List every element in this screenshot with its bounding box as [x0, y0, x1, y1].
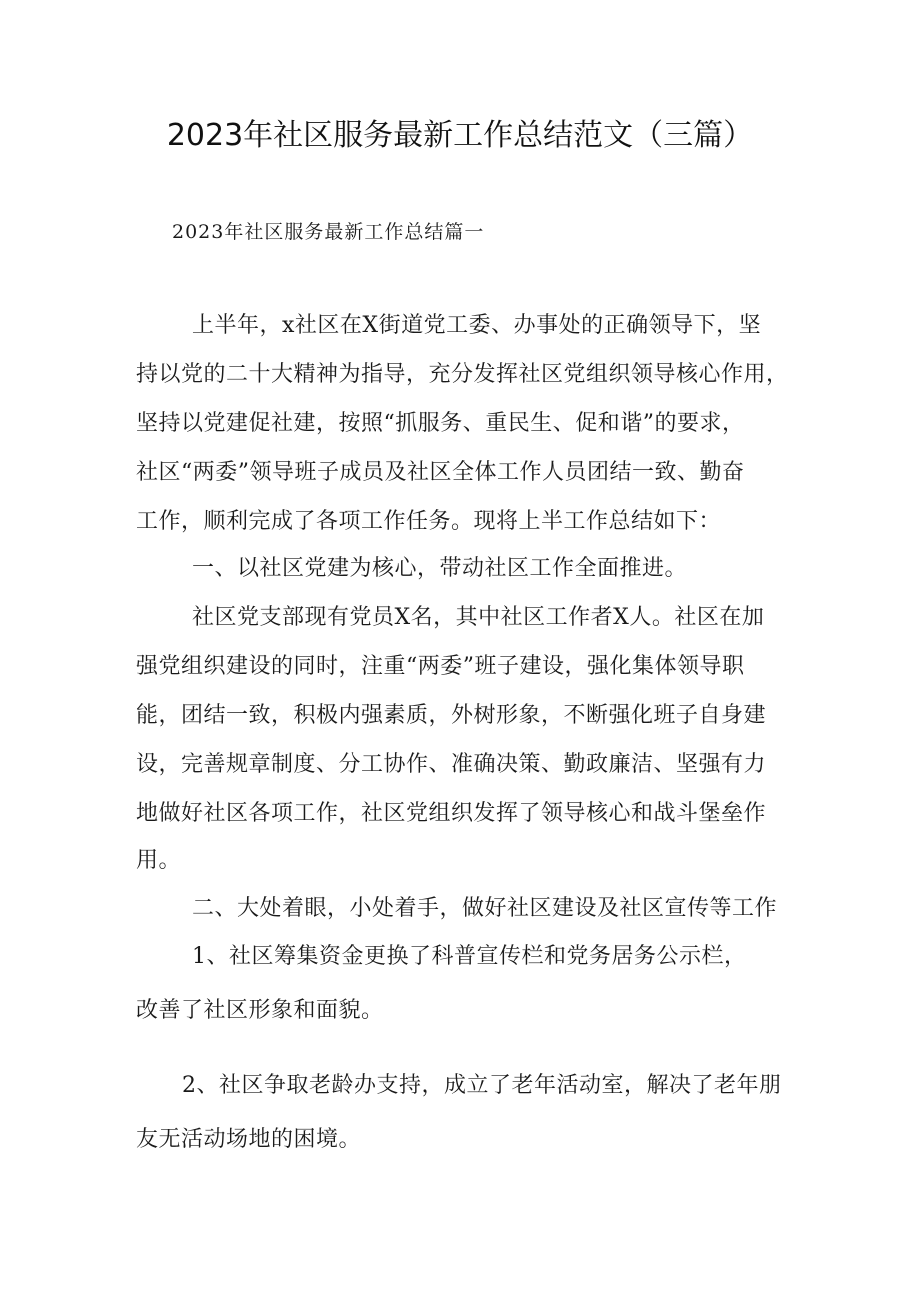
section-heading: 二、大处着眼，小处着手，做好社区建设及社区宣传等工作 [192, 896, 778, 921]
paragraph-line: 持以党的二十大精神为指导，充分发挥社区党组织领导核心作用， [136, 362, 789, 387]
paragraph-line: 社区党支部现有党员X名，其中社区工作者X人。社区在加 [192, 605, 765, 630]
paragraph-line: 坚持以党建促社建，按照“抓服务、重民生、促和谐”的要求， [136, 411, 745, 436]
paragraph-line: 用。 [136, 848, 182, 873]
section-heading: 一、以社区党建为核心，带动社区工作全面推进。 [192, 556, 688, 581]
paragraph-line: 设，完善规章制度、分工协作、准确决策、勤政廉洁、坚强有力 [136, 752, 767, 777]
paragraph-line: 工作，顺利完成了各项工作任务。现将上半工作总结如下： [136, 509, 722, 534]
document-title: 2023年社区服务最新工作总结范文（三篇） [166, 118, 754, 153]
list-item-line: 2、社区争取老龄办支持，成立了老年活动室，解决了老年朋 [182, 1073, 782, 1098]
paragraph-line: 地做好社区各项工作，社区党组织发挥了领导核心和战斗堡垒作 [136, 801, 767, 826]
list-item-line: 改善了社区形象和面貌。 [136, 998, 384, 1023]
list-item-line: 友无活动场地的困境。 [136, 1127, 362, 1152]
paragraph-line: 社区“两委”领导班子成员及社区全体工作人员团结一致、勤奋 [136, 460, 745, 485]
list-item-line: 1、社区筹集资金更换了科普宣传栏和党务居务公示栏， [192, 944, 747, 969]
paragraph-line: 能，团结一致，积极内强素质，外树形象，不断强化班子自身建 [136, 703, 767, 728]
section-subtitle: 2023年社区服务最新工作总结篇一 [172, 221, 485, 243]
paragraph-line: 强党组织建设的同时，注重“两委”班子建设，强化集体领导职 [136, 654, 745, 679]
paragraph-line: 上半年，x社区在X街道党工委、办事处的正确领导下，坚 [192, 313, 762, 338]
